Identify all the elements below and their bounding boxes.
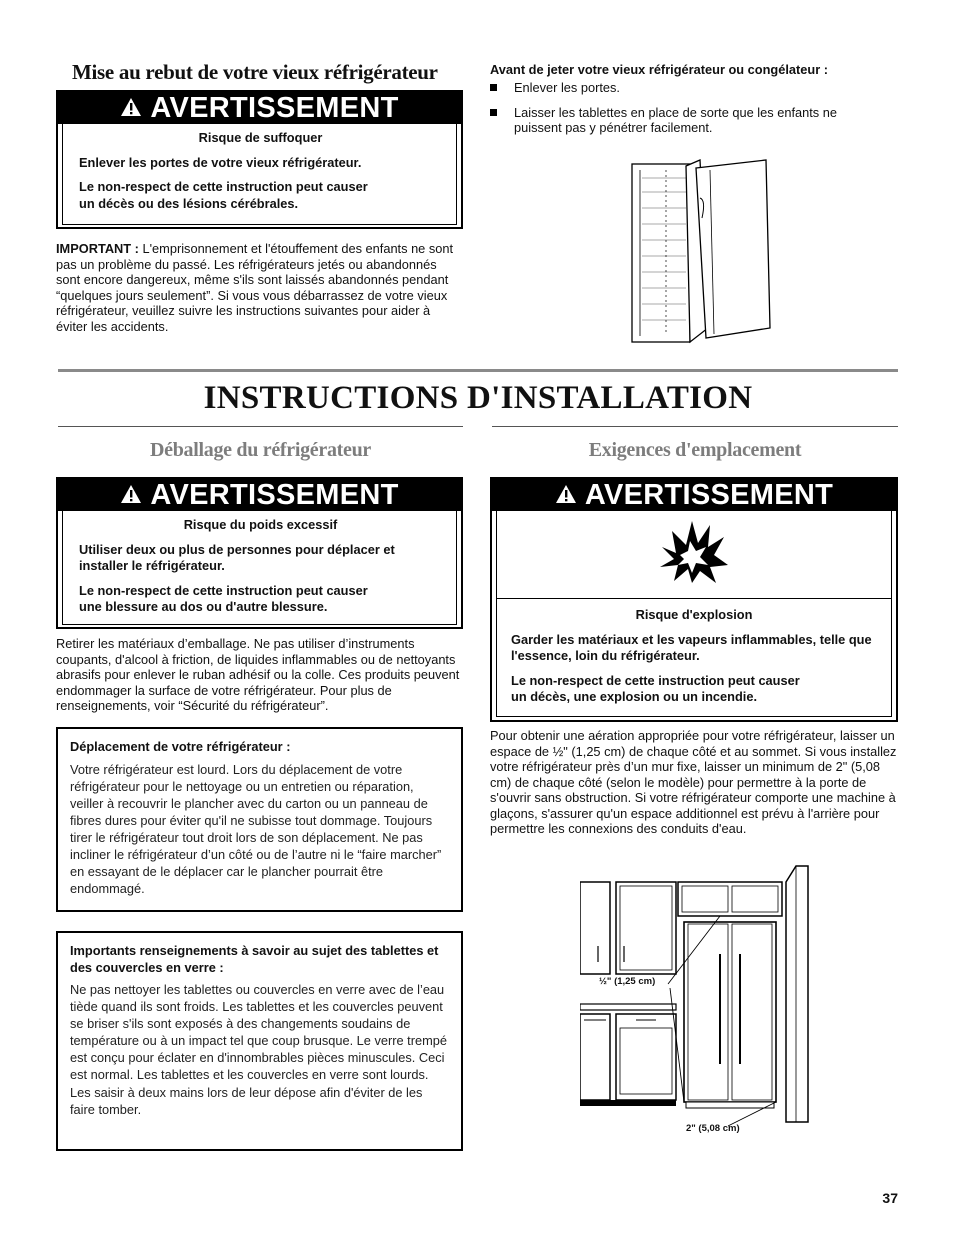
glass-note-box (56, 931, 463, 1151)
warning-box-weight (56, 477, 463, 629)
label-two-inch: 2" (5,08 cm) (686, 1123, 740, 1134)
moving-text: Votre réfrigérateur est lourd. Lors du déplacement de votre réfrigérateur pour le nettoyage ou un entretien ou réparation, veiller à recouvrir le plancher avec du carton ou un panneau de fibres dures pour éviter qu'il ne subisse tout dommage. Toujours tirer le réfrigérateur tout droit lors de son déplacement. Ne pas incliner le réfrigérateur d’un côté ou de l’autre ni le “faire marcher” en essayant de le déplacer car le plancher pourrait être endommagé. (70, 761, 442, 897)
glass-text: Ne pas nettoyer les tablettes ou couvercles en verre avec de l’eau tiède quand ils sont froids. Les tablettes et les couvercles peuvent se briser s'ils sont exposés à des changements soudains de température ou à un impact tel que coup brusque. Le verre trempé est conçu pour éclater en d'innombrables pièces minuscules. Ceci est normal. Les tablettes et les couvercles en verre sont lourds. Les saisir à deux mains lors de leur dépose afin d'éviter de les faire tomber. (70, 982, 448, 1117)
moving-note-box (56, 727, 463, 912)
unpacking-title: Déballage du réfrigérateur (149, 439, 372, 461)
warning-box-suffocation (56, 90, 463, 229)
explosion-icon (658, 519, 730, 590)
label-half-inch: ½" (1,25 cm) (599, 976, 656, 987)
warning-header: AVERTISSEMENT (58, 479, 461, 511)
warning-risk: Risque du poids excessif (183, 517, 338, 532)
location-title: Exigences d'emplacement (588, 439, 802, 461)
title-rule (58, 369, 898, 372)
warning-consequence: Le non-respect de cette instruction peut causer un décès ou des lésions cérébrales. (79, 179, 368, 211)
glass-heading: Importants renseignements à savoir au sujet des tablettes et des couvercles en verre : (70, 943, 439, 975)
before-heading: Avant de jeter votre vieux réfrigérateur ou congélateur : (490, 62, 829, 77)
page-number: 37 (882, 1190, 898, 1206)
moving-heading: Déplacement de votre réfrigérateur : (70, 739, 291, 754)
warning-triangle-icon (555, 479, 577, 512)
unpacking-paragraph: Retirer les matériaux d’emballage. Ne pas utiliser d’instruments coupants, d'alcool à friction, de liquides inflammables ou de nettoyants abrasifs pour enlever le ruban adhésif ou la colle. Ces produits peuvent endommager la surface de votre réfrigérateur. Pour plus de renseignements, voir “Sécurité du réfrigérateur”. (56, 636, 460, 713)
warning-box-explosion (490, 477, 898, 722)
warning-header: AVERTISSEMENT (492, 479, 896, 511)
open-fridge-illustration (626, 158, 778, 348)
warning-instruction: Garder les matériaux et les vapeurs inflammables, telle que l'essence, loin du réfrigérateur. (511, 631, 872, 663)
right-rule (492, 426, 898, 427)
warning-risk: Risque d'explosion (635, 607, 753, 622)
warning-triangle-icon (120, 479, 142, 512)
warning-triangle-icon (120, 92, 142, 125)
list-item: Enlever les portes. (490, 80, 890, 96)
important-paragraph: IMPORTANT : L'emprisonnement et l'étouffement des enfants ne sont pas un problème du passé. Les réfrigérateurs jetés ou abandonnés sont encore dangereux, même s'ils sont laissés abandonnés pendant “quelques jours seulement”. Si vous vous débarrassez de votre vieux réfrigérateur, veuillez suivre les instructions suivantes pour aider à éviter les accidents. (56, 241, 454, 334)
disposal-steps (490, 80, 890, 145)
warning-consequence: Le non-respect de cette instruction peut causer une blessure au dos ou d'autre blessure. (79, 582, 368, 614)
location-paragraph: Pour obtenir une aération appropriée pour votre réfrigérateur, laisser un espace de ½" (1,25 cm) de chaque côté et au sommet. Si vous installez votre réfrigérateur près d’un mur fixe, laisser un minimum de 2" (5,08 cm) de chaque côté (selon le modèle) pour permettre à la porte de s'ouvrir sans obstruction. Si votre réfrigérateur comporte une machine à glaçons, s'assurer qu'un espace additionnel est prévu à l'arrière pour permettre les connexions des conduits d'eau. (490, 728, 897, 836)
clearance-illustration (580, 864, 810, 1154)
left-rule (58, 426, 463, 427)
disposal-title: Mise au rebut de votre vieux réfrigérateur (72, 60, 438, 84)
warning-consequence: Le non-respect de cette instruction peut causer un décès, une explosion ou un incendie. (511, 672, 800, 704)
warning-instruction: Utiliser deux ou plus de personnes pour déplacer et installer le réfrigérateur. (79, 541, 395, 573)
list-item: Laisser les tablettes en place de sorte que les enfants ne puissent pas y pénétrer facilement. (490, 105, 890, 136)
warning-header: AVERTISSEMENT (58, 92, 461, 124)
warning-risk: Risque de suffoquer (198, 130, 323, 145)
warning-instruction: Enlever les portes de votre vieux réfrigérateur. (79, 154, 362, 170)
main-title: INSTRUCTIONS D'INSTALLATION (203, 380, 753, 416)
